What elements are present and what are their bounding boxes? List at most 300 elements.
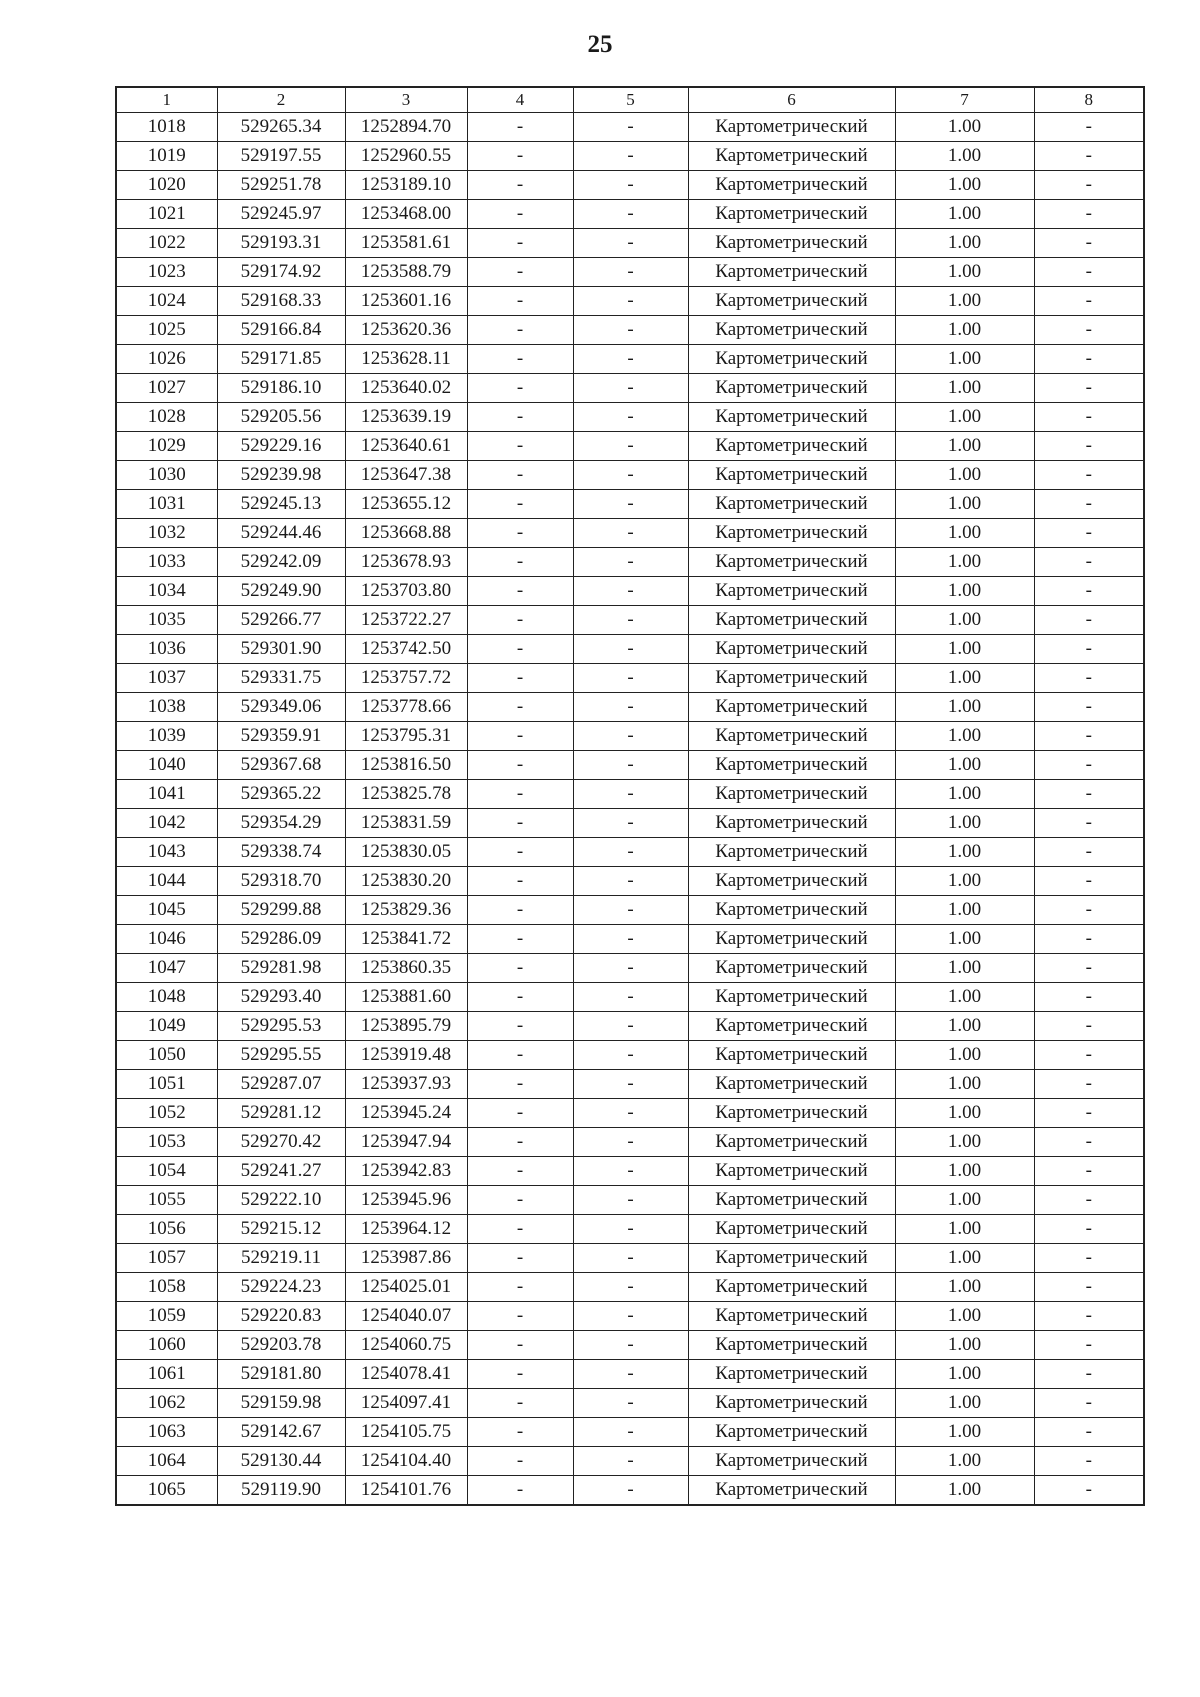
table-row — [116, 1099, 1144, 1128]
point-number-cell: 1050 — [116, 1041, 217, 1070]
y-coordinate-cell: 1253830.05 — [345, 838, 467, 867]
column-header-7: 7 — [895, 87, 1034, 113]
col4-cell: - — [467, 722, 573, 751]
y-coordinate-cell: 1253881.60 — [345, 983, 467, 1012]
col5-cell: - — [573, 954, 688, 983]
column-header-1: 1 — [116, 87, 217, 113]
accuracy-cell: 1.00 — [895, 722, 1034, 751]
col8-cell: - — [1034, 345, 1144, 374]
y-coordinate-cell: 1253895.79 — [345, 1012, 467, 1041]
point-number-cell: 1054 — [116, 1157, 217, 1186]
accuracy-cell: 1.00 — [895, 1012, 1034, 1041]
accuracy-cell: 1.00 — [895, 1041, 1034, 1070]
x-coordinate-cell: 529349.06 — [217, 693, 345, 722]
col4-cell: - — [467, 374, 573, 403]
method-cell: Картометрический — [688, 490, 895, 519]
table-row — [116, 1012, 1144, 1041]
method-cell: Картометрический — [688, 1273, 895, 1302]
col4-cell: - — [467, 287, 573, 316]
col4-cell: - — [467, 1186, 573, 1215]
col5-cell: - — [573, 693, 688, 722]
col5-cell: - — [573, 1302, 688, 1331]
method-cell: Картометрический — [688, 1041, 895, 1070]
column-header-2: 2 — [217, 87, 345, 113]
accuracy-cell: 1.00 — [895, 519, 1034, 548]
point-number-cell: 1063 — [116, 1418, 217, 1447]
accuracy-cell: 1.00 — [895, 548, 1034, 577]
point-number-cell: 1019 — [116, 142, 217, 171]
col5-cell: - — [573, 1157, 688, 1186]
y-coordinate-cell: 1253860.35 — [345, 954, 467, 983]
accuracy-cell: 1.00 — [895, 954, 1034, 983]
table-row — [116, 780, 1144, 809]
point-number-cell: 1057 — [116, 1244, 217, 1273]
table-row — [116, 722, 1144, 751]
method-cell: Картометрический — [688, 432, 895, 461]
col4-cell: - — [467, 1099, 573, 1128]
point-number-cell: 1061 — [116, 1360, 217, 1389]
table-row — [116, 1244, 1144, 1273]
point-number-cell: 1032 — [116, 519, 217, 548]
point-number-cell: 1060 — [116, 1331, 217, 1360]
x-coordinate-cell: 529205.56 — [217, 403, 345, 432]
table-row — [116, 1215, 1144, 1244]
y-coordinate-cell: 1253816.50 — [345, 751, 467, 780]
col4-cell: - — [467, 1476, 573, 1506]
point-number-cell: 1047 — [116, 954, 217, 983]
col5-cell: - — [573, 1389, 688, 1418]
col4-cell: - — [467, 316, 573, 345]
x-coordinate-cell: 529245.13 — [217, 490, 345, 519]
col5-cell: - — [573, 548, 688, 577]
x-coordinate-cell: 529119.90 — [217, 1476, 345, 1506]
y-coordinate-cell: 1253588.79 — [345, 258, 467, 287]
method-cell: Картометрический — [688, 548, 895, 577]
method-cell: Картометрический — [688, 316, 895, 345]
x-coordinate-cell: 529168.33 — [217, 287, 345, 316]
col8-cell: - — [1034, 1418, 1144, 1447]
x-coordinate-cell: 529266.77 — [217, 606, 345, 635]
col5-cell: - — [573, 983, 688, 1012]
col5-cell: - — [573, 258, 688, 287]
table-row — [116, 142, 1144, 171]
accuracy-cell: 1.00 — [895, 1215, 1034, 1244]
col8-cell: - — [1034, 1447, 1144, 1476]
x-coordinate-cell: 529239.98 — [217, 461, 345, 490]
table-row — [116, 258, 1144, 287]
col5-cell: - — [573, 1331, 688, 1360]
y-coordinate-cell: 1253945.96 — [345, 1186, 467, 1215]
table-row — [116, 809, 1144, 838]
col5-cell: - — [573, 490, 688, 519]
x-coordinate-cell: 529367.68 — [217, 751, 345, 780]
method-cell: Картометрический — [688, 1186, 895, 1215]
accuracy-cell: 1.00 — [895, 1128, 1034, 1157]
method-cell: Картометрический — [688, 403, 895, 432]
col8-cell: - — [1034, 780, 1144, 809]
accuracy-cell: 1.00 — [895, 664, 1034, 693]
y-coordinate-cell: 1253640.02 — [345, 374, 467, 403]
col4-cell: - — [467, 1418, 573, 1447]
x-coordinate-cell: 529301.90 — [217, 635, 345, 664]
y-coordinate-cell: 1254078.41 — [345, 1360, 467, 1389]
col8-cell: - — [1034, 954, 1144, 983]
accuracy-cell: 1.00 — [895, 1070, 1034, 1099]
table-row — [116, 287, 1144, 316]
y-coordinate-cell: 1254105.75 — [345, 1418, 467, 1447]
y-coordinate-cell: 1253757.72 — [345, 664, 467, 693]
method-cell: Картометрический — [688, 258, 895, 287]
accuracy-cell: 1.00 — [895, 577, 1034, 606]
table-row — [116, 1128, 1144, 1157]
x-coordinate-cell: 529224.23 — [217, 1273, 345, 1302]
accuracy-cell: 1.00 — [895, 780, 1034, 809]
col4-cell: - — [467, 1041, 573, 1070]
method-cell: Картометрический — [688, 113, 895, 142]
table-row — [116, 519, 1144, 548]
accuracy-cell: 1.00 — [895, 809, 1034, 838]
point-number-cell: 1051 — [116, 1070, 217, 1099]
method-cell: Картометрический — [688, 635, 895, 664]
accuracy-cell: 1.00 — [895, 1244, 1034, 1273]
point-number-cell: 1037 — [116, 664, 217, 693]
method-cell: Картометрический — [688, 925, 895, 954]
point-number-cell: 1064 — [116, 1447, 217, 1476]
col4-cell: - — [467, 1070, 573, 1099]
method-cell: Картометрический — [688, 461, 895, 490]
point-number-cell: 1052 — [116, 1099, 217, 1128]
method-cell: Картометрический — [688, 693, 895, 722]
col5-cell: - — [573, 1070, 688, 1099]
table-row — [116, 403, 1144, 432]
page-number: 25 — [587, 31, 613, 58]
method-cell: Картометрический — [688, 1157, 895, 1186]
accuracy-cell: 1.00 — [895, 1476, 1034, 1506]
table-row — [116, 1360, 1144, 1389]
col8-cell: - — [1034, 1128, 1144, 1157]
x-coordinate-cell: 529286.09 — [217, 925, 345, 954]
table-row — [116, 1157, 1144, 1186]
table-body — [116, 113, 1144, 1506]
y-coordinate-cell: 1253628.11 — [345, 345, 467, 374]
method-cell: Картометрический — [688, 954, 895, 983]
col4-cell: - — [467, 1273, 573, 1302]
col5-cell: - — [573, 577, 688, 606]
table-row — [116, 635, 1144, 664]
col5-cell: - — [573, 1128, 688, 1157]
col5-cell: - — [573, 1418, 688, 1447]
y-coordinate-cell: 1253742.50 — [345, 635, 467, 664]
x-coordinate-cell: 529318.70 — [217, 867, 345, 896]
x-coordinate-cell: 529197.55 — [217, 142, 345, 171]
y-coordinate-cell: 1253829.36 — [345, 896, 467, 925]
table-row — [116, 896, 1144, 925]
col4-cell: - — [467, 1215, 573, 1244]
point-number-cell: 1030 — [116, 461, 217, 490]
point-number-cell: 1033 — [116, 548, 217, 577]
method-cell: Картометрический — [688, 1128, 895, 1157]
point-number-cell: 1024 — [116, 287, 217, 316]
y-coordinate-cell: 1254040.07 — [345, 1302, 467, 1331]
col5-cell: - — [573, 432, 688, 461]
y-coordinate-cell: 1252894.70 — [345, 113, 467, 142]
x-coordinate-cell: 529219.11 — [217, 1244, 345, 1273]
table-row — [116, 1070, 1144, 1099]
col5-cell: - — [573, 722, 688, 751]
x-coordinate-cell: 529215.12 — [217, 1215, 345, 1244]
method-cell: Картометрический — [688, 519, 895, 548]
accuracy-cell: 1.00 — [895, 1186, 1034, 1215]
col5-cell: - — [573, 1447, 688, 1476]
method-cell: Картометрический — [688, 983, 895, 1012]
col8-cell: - — [1034, 606, 1144, 635]
col8-cell: - — [1034, 1331, 1144, 1360]
accuracy-cell: 1.00 — [895, 171, 1034, 200]
y-coordinate-cell: 1253945.24 — [345, 1099, 467, 1128]
accuracy-cell: 1.00 — [895, 1099, 1034, 1128]
col8-cell: - — [1034, 229, 1144, 258]
method-cell: Картометрический — [688, 1302, 895, 1331]
x-coordinate-cell: 529299.88 — [217, 896, 345, 925]
x-coordinate-cell: 529331.75 — [217, 664, 345, 693]
x-coordinate-cell: 529186.10 — [217, 374, 345, 403]
x-coordinate-cell: 529359.91 — [217, 722, 345, 751]
col8-cell: - — [1034, 1012, 1144, 1041]
y-coordinate-cell: 1253647.38 — [345, 461, 467, 490]
point-number-cell: 1039 — [116, 722, 217, 751]
y-coordinate-cell: 1254025.01 — [345, 1273, 467, 1302]
col4-cell: - — [467, 490, 573, 519]
x-coordinate-cell: 529281.98 — [217, 954, 345, 983]
accuracy-cell: 1.00 — [895, 229, 1034, 258]
y-coordinate-cell: 1253937.93 — [345, 1070, 467, 1099]
table-row — [116, 345, 1144, 374]
x-coordinate-cell: 529295.55 — [217, 1041, 345, 1070]
col4-cell: - — [467, 809, 573, 838]
y-coordinate-cell: 1254060.75 — [345, 1331, 467, 1360]
point-number-cell: 1062 — [116, 1389, 217, 1418]
x-coordinate-cell: 529242.09 — [217, 548, 345, 577]
col8-cell: - — [1034, 316, 1144, 345]
x-coordinate-cell: 529159.98 — [217, 1389, 345, 1418]
col8-cell: - — [1034, 722, 1144, 751]
table-row — [116, 316, 1144, 345]
table-row — [116, 229, 1144, 258]
col8-cell: - — [1034, 1389, 1144, 1418]
accuracy-cell: 1.00 — [895, 867, 1034, 896]
y-coordinate-cell: 1253668.88 — [345, 519, 467, 548]
point-number-cell: 1020 — [116, 171, 217, 200]
point-number-cell: 1038 — [116, 693, 217, 722]
accuracy-cell: 1.00 — [895, 983, 1034, 1012]
method-cell: Картометрический — [688, 1099, 895, 1128]
method-cell: Картометрический — [688, 142, 895, 171]
table-row — [116, 1476, 1144, 1506]
table-row — [116, 1331, 1144, 1360]
point-number-cell: 1059 — [116, 1302, 217, 1331]
point-number-cell: 1043 — [116, 838, 217, 867]
col4-cell: - — [467, 403, 573, 432]
method-cell: Картометрический — [688, 200, 895, 229]
x-coordinate-cell: 529220.83 — [217, 1302, 345, 1331]
col5-cell: - — [573, 606, 688, 635]
accuracy-cell: 1.00 — [895, 374, 1034, 403]
col4-cell: - — [467, 1157, 573, 1186]
col5-cell: - — [573, 780, 688, 809]
y-coordinate-cell: 1253831.59 — [345, 809, 467, 838]
col8-cell: - — [1034, 1302, 1144, 1331]
col4-cell: - — [467, 1128, 573, 1157]
column-header-6: 6 — [688, 87, 895, 113]
accuracy-cell: 1.00 — [895, 432, 1034, 461]
col5-cell: - — [573, 171, 688, 200]
col4-cell: - — [467, 1244, 573, 1273]
y-coordinate-cell: 1254097.41 — [345, 1389, 467, 1418]
col4-cell: - — [467, 200, 573, 229]
col4-cell: - — [467, 896, 573, 925]
y-coordinate-cell: 1253639.19 — [345, 403, 467, 432]
col4-cell: - — [467, 548, 573, 577]
point-number-cell: 1035 — [116, 606, 217, 635]
table-row — [116, 1389, 1144, 1418]
point-number-cell: 1028 — [116, 403, 217, 432]
col5-cell: - — [573, 403, 688, 432]
y-coordinate-cell: 1253987.86 — [345, 1244, 467, 1273]
col5-cell: - — [573, 316, 688, 345]
col4-cell: - — [467, 1331, 573, 1360]
point-number-cell: 1056 — [116, 1215, 217, 1244]
col8-cell: - — [1034, 925, 1144, 954]
col8-cell: - — [1034, 635, 1144, 664]
point-number-cell: 1044 — [116, 867, 217, 896]
table-row — [116, 200, 1144, 229]
table-row — [116, 664, 1144, 693]
table-row — [116, 867, 1144, 896]
col4-cell: - — [467, 229, 573, 258]
point-number-cell: 1025 — [116, 316, 217, 345]
x-coordinate-cell: 529354.29 — [217, 809, 345, 838]
y-coordinate-cell: 1253778.66 — [345, 693, 467, 722]
y-coordinate-cell: 1254101.76 — [345, 1476, 467, 1506]
table-row — [116, 983, 1144, 1012]
point-number-cell: 1034 — [116, 577, 217, 606]
point-number-cell: 1045 — [116, 896, 217, 925]
col5-cell: - — [573, 1244, 688, 1273]
col8-cell: - — [1034, 1215, 1144, 1244]
col5-cell: - — [573, 1215, 688, 1244]
method-cell: Картометрический — [688, 1070, 895, 1099]
col8-cell: - — [1034, 1186, 1144, 1215]
col8-cell: - — [1034, 142, 1144, 171]
x-coordinate-cell: 529174.92 — [217, 258, 345, 287]
x-coordinate-cell: 529281.12 — [217, 1099, 345, 1128]
col4-cell: - — [467, 954, 573, 983]
col4-cell: - — [467, 577, 573, 606]
y-coordinate-cell: 1253830.20 — [345, 867, 467, 896]
accuracy-cell: 1.00 — [895, 1418, 1034, 1447]
table-row — [116, 432, 1144, 461]
col4-cell: - — [467, 693, 573, 722]
table-row — [116, 548, 1144, 577]
col4-cell: - — [467, 867, 573, 896]
accuracy-cell: 1.00 — [895, 1331, 1034, 1360]
col4-cell: - — [467, 432, 573, 461]
y-coordinate-cell: 1253919.48 — [345, 1041, 467, 1070]
col5-cell: - — [573, 142, 688, 171]
point-number-cell: 1048 — [116, 983, 217, 1012]
col8-cell: - — [1034, 664, 1144, 693]
column-header-8: 8 — [1034, 87, 1144, 113]
table-row — [116, 113, 1144, 142]
accuracy-cell: 1.00 — [895, 461, 1034, 490]
point-number-cell: 1023 — [116, 258, 217, 287]
point-number-cell: 1040 — [116, 751, 217, 780]
table-row — [116, 925, 1144, 954]
x-coordinate-cell: 529130.44 — [217, 1447, 345, 1476]
col8-cell: - — [1034, 1273, 1144, 1302]
accuracy-cell: 1.00 — [895, 1389, 1034, 1418]
col4-cell: - — [467, 664, 573, 693]
col5-cell: - — [573, 867, 688, 896]
col4-cell: - — [467, 606, 573, 635]
col8-cell: - — [1034, 461, 1144, 490]
col8-cell: - — [1034, 258, 1144, 287]
col5-cell: - — [573, 229, 688, 258]
x-coordinate-cell: 529338.74 — [217, 838, 345, 867]
col8-cell: - — [1034, 1244, 1144, 1273]
table-row — [116, 838, 1144, 867]
accuracy-cell: 1.00 — [895, 606, 1034, 635]
col5-cell: - — [573, 1186, 688, 1215]
col8-cell: - — [1034, 287, 1144, 316]
method-cell: Картометрический — [688, 809, 895, 838]
point-number-cell: 1046 — [116, 925, 217, 954]
col8-cell: - — [1034, 432, 1144, 461]
point-number-cell: 1058 — [116, 1273, 217, 1302]
y-coordinate-cell: 1253640.61 — [345, 432, 467, 461]
method-cell: Картометрический — [688, 1012, 895, 1041]
y-coordinate-cell: 1253189.10 — [345, 171, 467, 200]
col5-cell: - — [573, 1476, 688, 1506]
col4-cell: - — [467, 635, 573, 664]
x-coordinate-cell: 529265.34 — [217, 113, 345, 142]
y-coordinate-cell: 1253620.36 — [345, 316, 467, 345]
x-coordinate-cell: 529193.31 — [217, 229, 345, 258]
col8-cell: - — [1034, 1070, 1144, 1099]
x-coordinate-cell: 529181.80 — [217, 1360, 345, 1389]
col5-cell: - — [573, 925, 688, 954]
y-coordinate-cell: 1253947.94 — [345, 1128, 467, 1157]
method-cell: Картометрический — [688, 896, 895, 925]
method-cell: Картометрический — [688, 1476, 895, 1506]
accuracy-cell: 1.00 — [895, 403, 1034, 432]
y-coordinate-cell: 1253703.80 — [345, 577, 467, 606]
point-number-cell: 1041 — [116, 780, 217, 809]
col5-cell: - — [573, 1012, 688, 1041]
coordinates-table — [115, 86, 1145, 1506]
col4-cell: - — [467, 345, 573, 374]
accuracy-cell: 1.00 — [895, 490, 1034, 519]
point-number-cell: 1026 — [116, 345, 217, 374]
y-coordinate-cell: 1253795.31 — [345, 722, 467, 751]
accuracy-cell: 1.00 — [895, 200, 1034, 229]
accuracy-cell: 1.00 — [895, 287, 1034, 316]
method-cell: Картометрический — [688, 171, 895, 200]
x-coordinate-cell: 529287.07 — [217, 1070, 345, 1099]
x-coordinate-cell: 529365.22 — [217, 780, 345, 809]
method-cell: Картометрический — [688, 664, 895, 693]
method-cell: Картометрический — [688, 867, 895, 896]
